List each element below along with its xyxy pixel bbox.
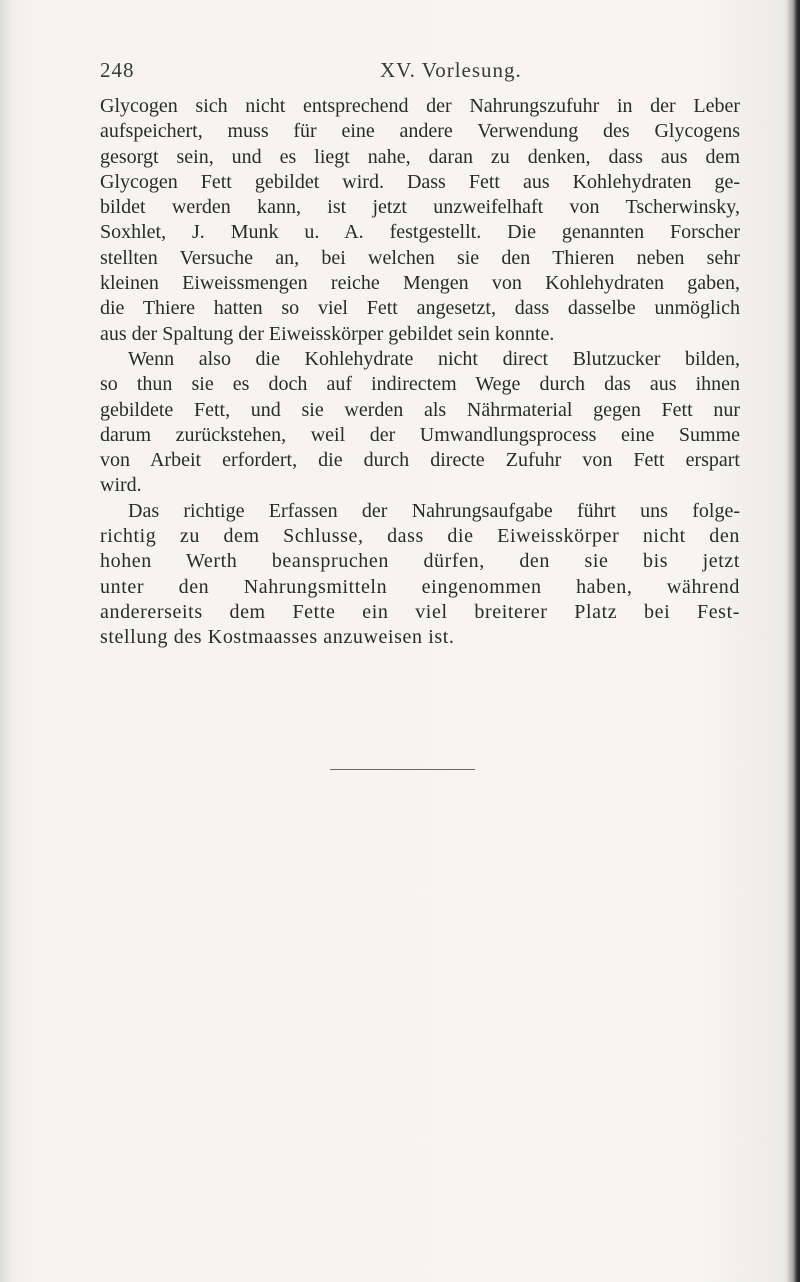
text-line: wird. bbox=[100, 474, 142, 497]
chapter-title: XV. Vorlesung. bbox=[380, 58, 522, 82]
text-line: unter den Nahrungsmitteln eingenommen haben, während bbox=[100, 575, 740, 598]
running-head bbox=[100, 58, 740, 88]
text-line: Glycogen sich nicht entsprechend der Nahrungszufuhr in der Leber bbox=[100, 95, 740, 117]
paragraph-first-line: Wenn also die Kohlehydrate nicht direct Blutzucker bilden, bbox=[128, 347, 740, 370]
end-of-chapter-rule bbox=[330, 769, 475, 770]
text-line: aus der Spaltung der Eiweisskörper gebildet sein konnte. bbox=[100, 322, 555, 345]
text-line: gesorgt sein, und es liegt nahe, daran zu denken, dass aus dem bbox=[100, 145, 740, 168]
text-line: Glycogen Fett gebildet wird. Dass Fett aus Kohlehydraten ge- bbox=[100, 170, 740, 193]
text-line: Soxhlet, J. Munk u. A. festgestellt. Die genannten Forscher bbox=[100, 221, 740, 244]
text-line: kleinen Eiweissmengen reiche Mengen von Kohlehydraten gaben, bbox=[100, 272, 740, 295]
text-line: so thun sie es doch auf indirectem Wege durch das aus ihnen bbox=[100, 373, 740, 396]
text-line: darum zurückstehen, weil der Umwandlungsprocess eine Summe bbox=[100, 423, 740, 446]
text-line: aufspeichert, muss für eine andere Verwendung des Glycogens bbox=[100, 120, 740, 143]
text-line: die Thiere hatten so viel Fett angesetzt, dass dasselbe unmöglich bbox=[100, 297, 740, 320]
text-line: stellten Versuche an, bei welchen sie den Thieren neben sehr bbox=[100, 246, 740, 269]
body-text bbox=[100, 94, 800, 651]
text-line: andererseits dem Fette ein viel breiterer Platz bei Fest- bbox=[100, 600, 740, 623]
page-left-margin-shadow bbox=[0, 0, 12, 1282]
text-line: richtig zu dem Schlusse, dass die Eiweisskörper nicht den bbox=[100, 525, 740, 548]
text-line: bildet werden kann, ist jetzt unzweifelhaft von Tscherwinsky, bbox=[100, 196, 740, 219]
paragraph-first-line: Das richtige Erfassen der Nahrungsaufgabe führt uns folge- bbox=[128, 499, 740, 522]
text-line: hohen Werth beanspruchen dürfen, den sie bis jetzt bbox=[100, 550, 740, 573]
text-line: von Arbeit erfordert, die durch directe Zufuhr von Fett erspart bbox=[100, 449, 740, 472]
text-line: gebildete Fett, und sie werden als Nährmaterial gegen Fett nur bbox=[100, 398, 740, 421]
page-number: 248 bbox=[100, 58, 135, 82]
text-line: stellung des Kostmaasses anzuweisen ist. bbox=[100, 626, 455, 649]
